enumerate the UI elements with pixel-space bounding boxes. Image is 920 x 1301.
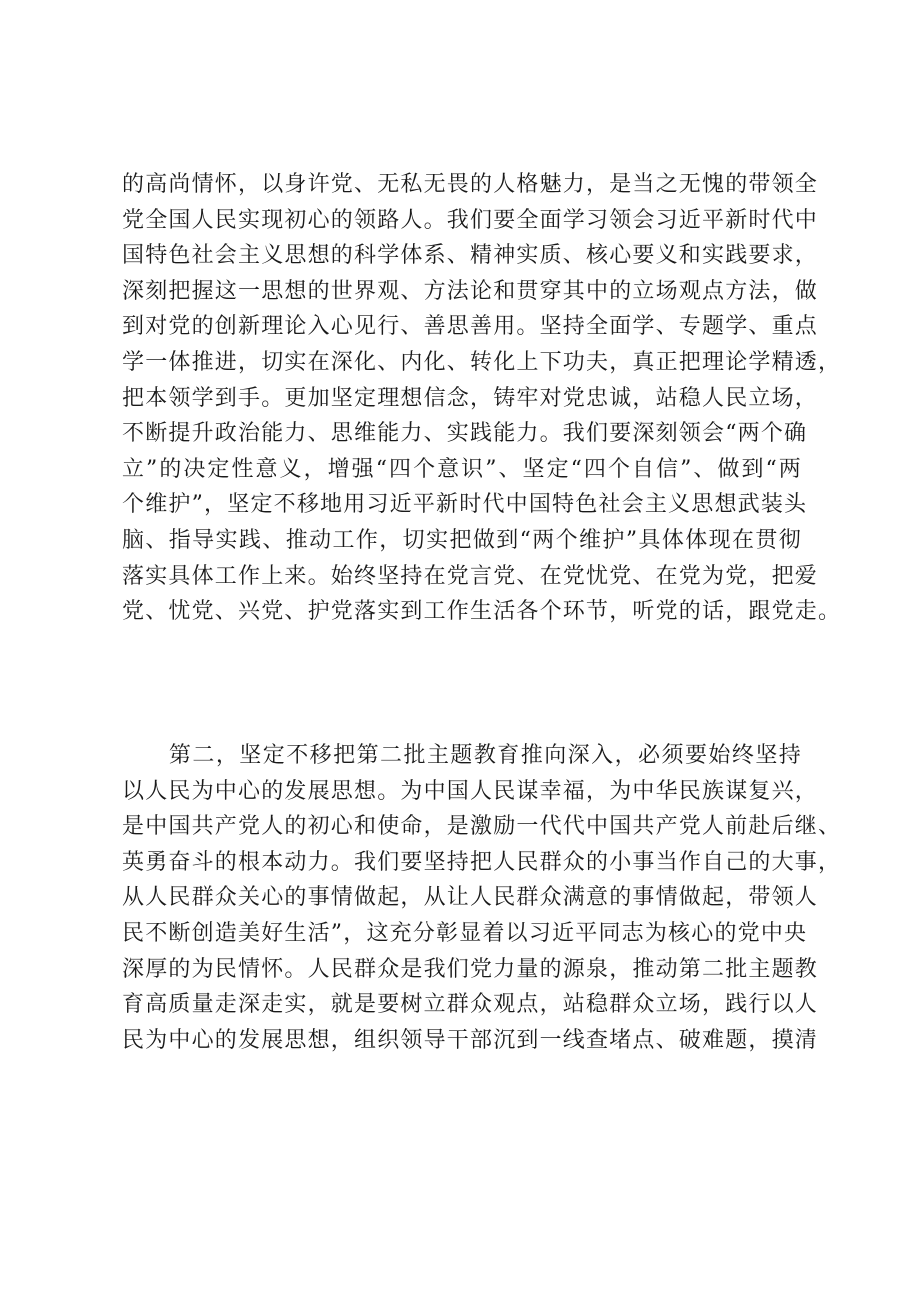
text-line: 立”的决定性意义，增强“四个意识”、坚定“四个自信”、做到“两 <box>122 456 802 482</box>
text-line: 第二，坚定不移把第二批主题教育推向深入，必须要始终坚持 <box>122 743 802 768</box>
text-line: 把本领学到手。更加坚定理想信念，铸牢对党忠诚，站稳人民立场， <box>122 385 819 411</box>
text-line: 育高质量走深走实，就是要树立群众观点，站稳群众立场，践行以人 <box>122 992 819 1018</box>
text-line: 不断提升政治能力、思维能力、实践能力。我们要深刻领会“两个确 <box>122 421 808 447</box>
paragraph-2 <box>122 738 842 1058</box>
text-line: 以人民为中心的发展思想。为中国人民谋幸福，为中华民族谋复兴， <box>122 778 819 804</box>
text-line: 民为中心的发展思想，组织领导干部沉到一线查堵点、破难题，摸清 <box>122 1027 819 1053</box>
text-line: 是中国共产党人的初心和使命，是激励一代代中国共产党人前赴后继、 <box>122 814 842 840</box>
text-line: 深刻把握这一思想的世界观、方法论和贯穿其中的立场观点方法，做 <box>122 278 819 304</box>
text-line: 的高尚情怀，以身许党、无私无畏的人格魅力，是当之无愧的带领全 <box>122 172 819 197</box>
text-line: 从人民群众关心的事情做起，从让人民群众满意的事情做起，带领人 <box>122 885 819 911</box>
text-line: 深厚的为民情怀。人民群众是我们党力量的源泉，推动第二批主题教 <box>122 956 819 982</box>
text-line: 个维护”，坚定不移地用习近平新时代中国特色社会主义思想武装头 <box>122 492 808 518</box>
text-line: 党全国人民实现初心的领路人。我们要全面学习领会习近平新时代中 <box>122 207 819 233</box>
text-line: 脑、指导实践、推动工作，切实把做到“两个维护”具体体现在贯彻 <box>122 527 802 553</box>
text-line: 党、忧党、兴党、护党落实到工作生活各个环节，听党的话，跟党走。 <box>122 599 842 625</box>
text-line: 民不断创造美好生活”，这充分彰显着以习近平同志为核心的党中央 <box>122 920 808 946</box>
text-line: 落实具体工作上来。始终坚持在党言党、在党忧党、在党为党，把爱 <box>122 563 819 589</box>
paragraph-1 <box>122 167 842 630</box>
text-line: 到对党的创新理论入心见行、善思善用。坚持全面学、专题学、重点 <box>122 314 819 340</box>
text-line: 学一体推进，切实在深化、内化、转化上下功夫，真正把理论学精透， <box>122 349 842 375</box>
text-line: 英勇奋斗的根本动力。我们要坚持把人民群众的小事当作自己的大事， <box>122 849 842 875</box>
text-line: 国特色社会主义思想的科学体系、精神实质、核心要义和实践要求， <box>122 243 819 269</box>
